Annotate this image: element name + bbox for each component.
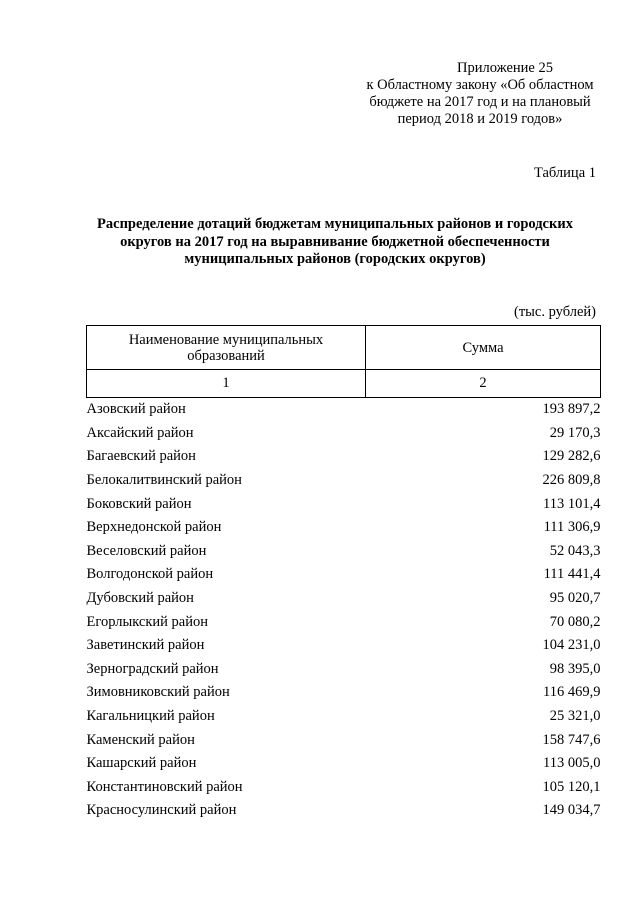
district-name: Константиновский район (86, 778, 243, 795)
column-header-name-line1: Наименование муниципальных (128, 331, 324, 348)
subsidy-amount: 111 306,9 (543, 519, 601, 536)
subsidy-amount: 104 231,0 (542, 637, 601, 654)
subsidy-amount: 52 043,3 (549, 542, 601, 559)
subsidy-amount: 113 101,4 (543, 495, 601, 512)
table-row (87, 563, 601, 587)
subsidy-amount: 193 897,2 (542, 401, 601, 418)
table-row (87, 445, 601, 469)
table-row (87, 587, 601, 611)
table-row (87, 492, 601, 516)
table-label: Таблица 1 (533, 165, 596, 181)
subsidy-amount: 29 170,3 (549, 424, 601, 441)
subsidy-amount: 116 469,9 (543, 684, 601, 701)
appendix-law-line1: к Областному закону «Об областном (366, 77, 594, 93)
district-name: Кашарский район (86, 755, 197, 772)
subsidy-table (86, 325, 601, 823)
subsidy-amount: 111 441,4 (543, 566, 601, 583)
subsidy-amount: 149 034,7 (542, 802, 601, 819)
subsidy-amount: 95 020,7 (549, 590, 601, 607)
column-header-sum: Сумма (366, 326, 601, 370)
column-number-1: 1 (87, 370, 366, 398)
district-name: Белокалитвинский район (86, 472, 242, 489)
district-name: Азовский район (86, 401, 186, 418)
district-name: Зерноградский район (86, 660, 219, 677)
district-name: Каменский район (86, 731, 195, 748)
column-number-2: 2 (366, 370, 601, 398)
table-row (87, 634, 601, 658)
district-name: Веселовский район (86, 542, 207, 559)
appendix-law-line2: бюджете на 2017 год и на плановый (369, 94, 591, 110)
table-row (87, 610, 601, 634)
district-name: Красносулинский район (86, 802, 237, 819)
district-name: Боковский район (86, 495, 192, 512)
district-name: Кагальницкий район (86, 708, 215, 725)
district-name: Дубовский район (86, 590, 194, 607)
subsidy-amount: 70 080,2 (549, 613, 601, 630)
table-row (87, 469, 601, 493)
subsidy-amount: 158 747,6 (542, 731, 601, 748)
district-name: Верхнедонской район (86, 519, 222, 536)
table-row (87, 516, 601, 540)
table-row (87, 540, 601, 564)
column-header-name-line2: образований (187, 347, 265, 364)
table-row (87, 681, 601, 705)
table-row (87, 422, 601, 446)
subsidy-amount: 105 120,1 (542, 778, 601, 795)
title-line1: Распределение дотаций бюджетам муниципальных районов и городских (97, 216, 573, 232)
document-title (80, 216, 590, 269)
title-line2: округов на 2017 год на выравнивание бюджетной обеспеченности (120, 233, 550, 250)
column-number-row (87, 370, 601, 398)
table-row (87, 398, 601, 422)
table-row (87, 658, 601, 682)
appendix-number: Приложение 25 (457, 60, 553, 76)
district-name: Заветинский район (86, 637, 205, 654)
subsidy-amount: 98 395,0 (549, 660, 601, 677)
district-name: Зимовниковский район (86, 684, 230, 701)
district-name: Егорлыкский район (86, 613, 208, 630)
district-name: Багаевский район (86, 448, 196, 465)
subsidy-amount: 113 005,0 (543, 755, 601, 772)
subsidy-amount: 226 809,8 (542, 472, 601, 489)
table-row (87, 705, 601, 729)
title-line3: муниципальных районов (городских округов) (184, 251, 486, 267)
district-name: Аксайский район (86, 424, 194, 441)
appendix-law-line3: период 2018 и 2019 годов» (397, 111, 563, 127)
subsidy-amount: 129 282,6 (542, 448, 601, 465)
table-header-row (87, 326, 601, 370)
subsidy-amount: 25 321,0 (549, 708, 601, 725)
column-header-name (87, 326, 366, 370)
appendix-header (330, 60, 630, 128)
table-row (87, 799, 601, 823)
table-row (87, 728, 601, 752)
table-row (87, 752, 601, 776)
district-name: Волгодонской район (86, 566, 214, 583)
unit-label: (тыс. рублей) (514, 304, 596, 320)
table-row (87, 776, 601, 800)
